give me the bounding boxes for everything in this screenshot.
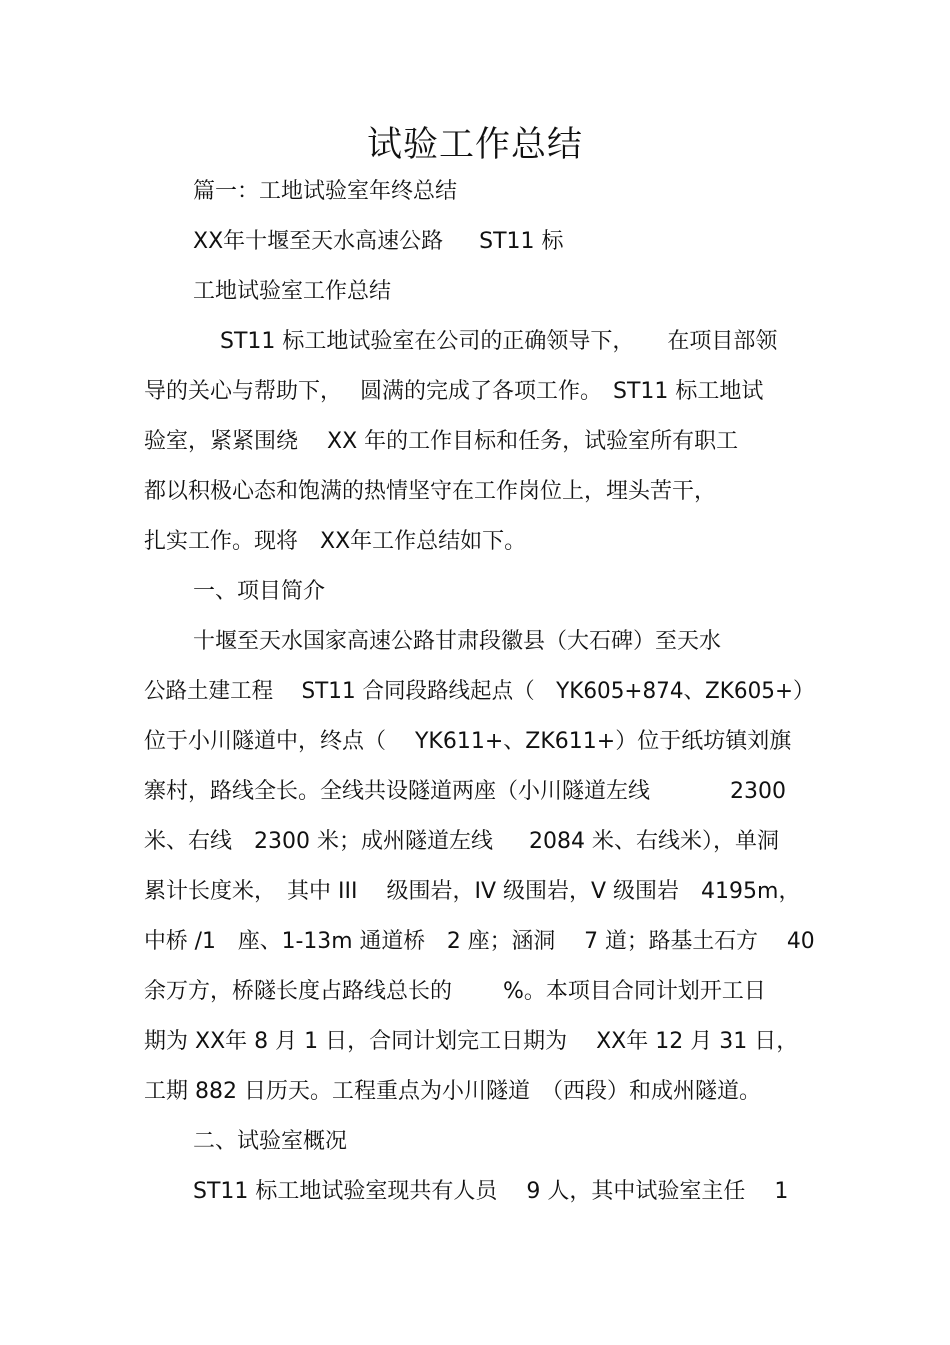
document-title: 试验工作总结: [366, 125, 583, 165]
text-line: XX年十堰至天水高速公路 ST11 标: [193, 229, 564, 254]
section-heading: 二、试验室概况: [193, 1129, 348, 1154]
text-line: 验室，紧紧围绕 XX 年的工作目标和任务，试验室所有职工: [144, 429, 739, 454]
text-line: 工期 882 日历天。工程重点为小川隧道 （西段）和成州隧道。: [144, 1079, 761, 1104]
text-line: 篇一：工地试验室年终总结: [193, 179, 458, 204]
text-line: 十堰至天水国家高速公路甘肃段徽县（大石碑）至天水: [193, 629, 722, 654]
text-line: 工地试验室工作总结: [193, 279, 392, 304]
text-line: ST11 标工地试验室在公司的正确领导下， 在项目部领: [220, 329, 778, 354]
text-line: 寨村，路线全长。全线共设隧道两座（小川隧道左线 2300: [144, 779, 786, 804]
text-line: 累计长度米， 其中 III 级围岩，IV 级围岩，V 级围岩 4195m，: [144, 879, 801, 904]
text-line: 位于小川隧道中，终点（ YK611+、ZK611+）位于纸坊镇刘旗: [144, 729, 792, 754]
text-line: 中桥 /1 座、1-13m 通道桥 2 座；涵洞 7 道；路基土石方 40: [144, 929, 815, 954]
text-line: 导的关心与帮助下， 圆满的完成了各项工作。 ST11 标工地试: [144, 379, 764, 404]
text-line: 扎实工作。现将 XX年工作总结如下。: [144, 529, 527, 554]
text-line: 余万方，桥隧长度占路线总长的 %。本项目合同计划开工日: [144, 979, 766, 1004]
text-line: 都以积极心态和饱满的热情坚守在工作岗位上，埋头苦干，: [144, 479, 717, 504]
text-line: 米、右线 2300 米；成州隧道左线 2084 米、右线米），单洞: [144, 829, 779, 854]
text-line: 期为 XX年 8 月 1 日，合同计划完工日期为 XX年 12 月 31 日，: [144, 1029, 799, 1054]
text-line: 公路土建工程 ST11 合同段路线起点（ YK605+874、ZK605+）: [144, 679, 815, 704]
text-line: ST11 标工地试验室现共有人员 9 人，其中试验室主任 1: [193, 1179, 789, 1204]
section-heading: 一、项目简介: [193, 579, 326, 604]
